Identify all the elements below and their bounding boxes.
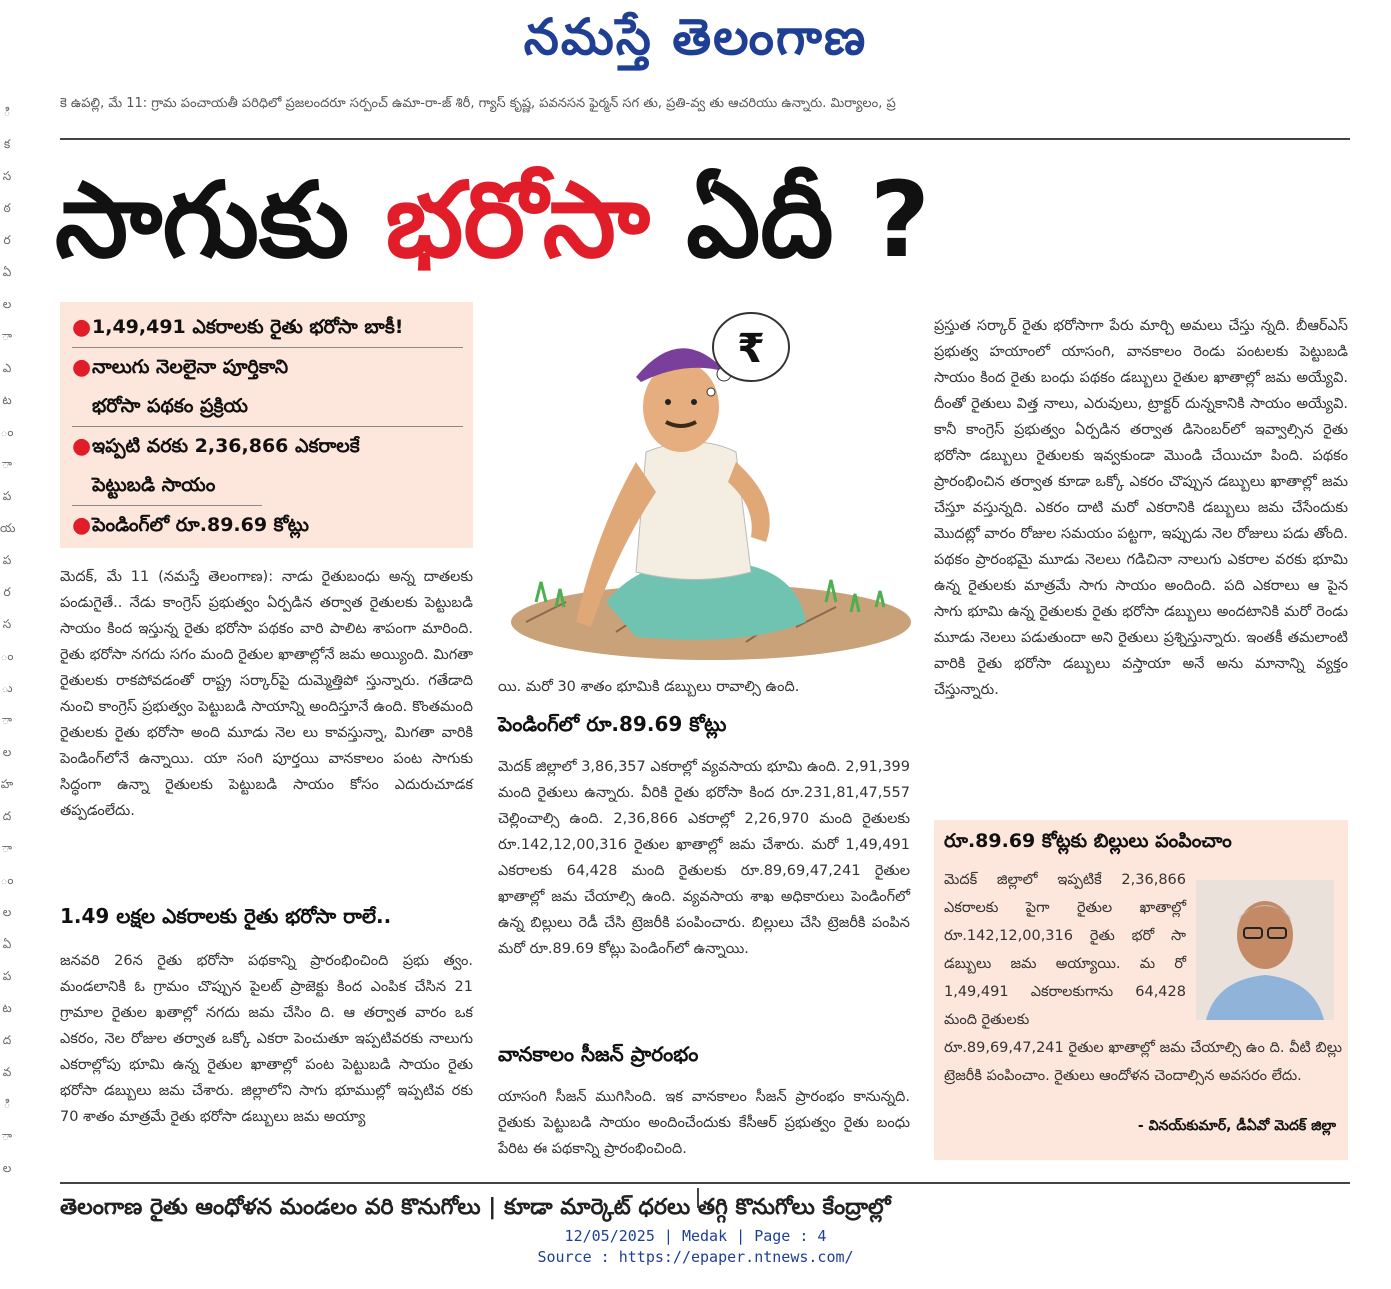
edge-glyph: స (2, 617, 12, 631)
edge-glyph: ా (1, 457, 13, 471)
bullet-icon: ● (72, 315, 92, 340)
official-photo (1196, 880, 1334, 1020)
top-divider (60, 138, 1350, 140)
article-left-para-1: మెదక్, మే 11 (నమస్తే తెలంగాణ): నాడు రైతుబంధు అన్న దాతలకు పండుగైతే.. నేడు కాంగ్రెస్ ప్రభుత్వం ఏర్పడిన తర్వాత రైతులకు పెట్టుబడి సాయం కింద ఇస్తున్న రైతు భరోసా పథకం వారి పాలిట శాపంగా మారింది. రైతు భరోసా నగదు సగం మంది రైతుల ఖాతాల్లోనే జమ అయ్యింది. మిగతా రైతులకు రాకపోవడంతో రాష్ట్ర సర్కార్‌పై దుమ్మెత్తిపో స్తున్నారు. గతేడాది నుంచి కాంగ్రెస్ ప్రభుత్వం పెట్టుబడి సాయాన్ని అందిస్తూనే ఉంది. కొంతమంది రైతులకు రైతు భరోసా అంది మూడు నెల లు కావస్తున్నా, మిగతా వారికి పెండింగ్‌లోనే ఉన్నాయి. యా సంగి పూర్తయి వానకాలం పంట సాగుకు సిద్ధంగా ఉన్నా రైతులకు పెట్టుబడి సాయం కోసం ఎదురుచూడక తప్పడంలేదు. (60, 569, 473, 819)
edge-glyph: ద (2, 809, 12, 823)
edge-glyph: ం (0, 649, 14, 663)
edge-glyph: ఏ (2, 937, 12, 951)
edge-glyph: ి (3, 1097, 11, 1111)
edge-glyph: ప (2, 553, 12, 567)
adjacent-page-edge-text (0, 96, 14, 1206)
edge-glyph: ా (1, 329, 13, 343)
highlight-item-continued: భరోసా పథకం ప్రక్రియ (72, 387, 463, 427)
edge-glyph: ట (2, 393, 12, 407)
subhead-2: పెండింగ్‌లో రూ.89.69 కోట్లు (498, 712, 727, 736)
official-quote-box (934, 820, 1348, 1160)
article-left-para-2: జనవరి 26న రైతు భరోసా పథకాన్ని ప్రారంభించింది ప్రభు త్వం. మండలానికి ఓ గ్రామం చొప్పున పైలట్ ప్రాజెక్టు కింద ఎంపిక చేసిన 21 గ్రామాల రైతుల ఖతాల్లో నగదు జమ చేసిం ది. ఆ తర్వాత వారం ఒక ఎకరం, నెల రోజుల తర్వాత ఒక్కో ఎకరా పెంచుతూ ఇప్పటివరకు నాలుగు ఎకరాల్లోపు భూమి ఉన్న రైతుల ఖాతాల్లో పంట పెట్టుబడి సాయం రైతు భరోసా డబ్బులు జమ చేశారు. జిల్లాలోని సాగు భూముల్లో ఇప్పటివ రకు 70 శాతం మాత్రమే రైతు భరోసా డబ్బులు జమ అయ్యా (60, 953, 473, 1125)
quote-signature: - వినయ్‌కుమార్, డీఏవో మెదక్ జిల్లా (1137, 1118, 1336, 1134)
edge-glyph: ఠ (3, 201, 11, 215)
highlight-item-continued: పెట్టుబడి సాయం (72, 466, 262, 506)
article-mid-para-1: మెదక్ జిల్లాలో 3,86,357 ఎకరాల్లో వ్యవసాయ భూమి ఉంది. 2,91,399 మంది రైతులు ఉన్నారు. వీరికి రైతు భరోసా కింద రూ.231,81,47,557 చెల్లించాల్సి ఉంది. 2,36,866 ఎకరాల్లో 2,26,970 మంది రైతులకు రూ.142,12,00,316 రైతుల ఖాతాల్లో జమ చేశారు. మరో 1,49,491 ఎకరాలకు 64,428 మంది రైతులకు రూ.89,69,47,241 రైతుల ఖాతాల్లో జమ చేయాల్సి ఉంది. వ్యవసాయ శాఖ అధికారులు పెండింగ్‌లో ఉన్న బిల్లులు రెడీ చేసి ట్రెజరీకి పంపించారు. బిల్లులు చేసి ట్రెజరీకి పంపిన మరో రూ.89.69 కోట్లు పెండింగ్‌లో ఉన్నాయి. (498, 759, 910, 957)
footer-source-line[interactable]: Source : https://epaper.ntnews.com/ (537, 1248, 854, 1266)
highlights-box (60, 302, 473, 548)
edge-glyph: స (2, 169, 12, 183)
edge-glyph: హ (0, 777, 14, 791)
farmer-eye (665, 399, 671, 405)
edge-glyph: ట (2, 1001, 12, 1015)
highlight-item: ● పెండింగ్‌లో రూ.89.69 కోట్లు (72, 506, 463, 545)
headline-part-1: సాగుకు (55, 159, 386, 281)
edge-glyph: ం (0, 425, 14, 439)
edge-glyph: ల (2, 745, 12, 759)
highlight-item: ● నాలుగు నెలలైనా పూర్తికాని (72, 348, 463, 387)
subhead-3: వానకాలం సీజన్ ప్రారంభం (498, 1042, 699, 1066)
highlight-item: ● ఇప్పటి వరకు 2,36,866 ఎకరాలకే (72, 427, 463, 466)
edge-glyph: ఎ (2, 361, 12, 375)
portrait-icon (1196, 880, 1334, 1020)
quote-title: రూ.89.69 కోట్లకు బిల్లులు పంపించాం (944, 830, 1232, 852)
edge-glyph: ా (1, 713, 13, 727)
quote-text-2: రూ.89,69,47,241 రైతుల ఖాతాల్లో జమ చేయాల్సి ఉం ది. వీటి బిల్లు ట్రెజరీకి పంపించాం. రైతులు ఆందోళన చెందాల్సిన అవసరం లేదు. (944, 1040, 1342, 1084)
rupee-icon: ₹ (737, 326, 765, 372)
quote-text-1: మెదక్ జిల్లాలో ఇప్పటికే 2,36,866 ఎకరాలకు పైగా రైతుల ఖాతాల్లో రూ.142,12,00,316 రైతు భరో సా డబ్బులు జమ అయ్యాయి. మ రో 1,49,491 ఎకరాలకుగాను 64,428 మంది రైతులకు (944, 872, 1186, 1028)
masthead-logo: నమస్తే తెలంగాణ (523, 8, 868, 66)
edge-glyph: ల (2, 905, 12, 919)
edge-glyph: ద (2, 1033, 12, 1047)
edge-glyph: ి (3, 105, 11, 119)
edge-glyph: ర (3, 585, 11, 599)
previous-article-cut-text: కె ఉపల్లి, మే 11: గ్రామ పంచాయతీ పరిధిలో ప్రజలందరూ సర్పంచ్ ఉమా-రా-జ్ శిరీ, గ్యాస్ కృష్ణ, పవనసన ఫైర్మన్ సగ తు, ప్రతి-వ్వ తు ఆచరియు ఉన్నారు. మిర్యాలం, ప్ర (60, 96, 896, 111)
bottom-divider (60, 1182, 1350, 1184)
edge-glyph: ా (1, 1129, 13, 1143)
edge-glyph: ప (2, 969, 12, 983)
next-article-cut-text: తెలంగాణ రైతు ఆంధోళన మండలం వరి కొనుగోలు | కూడా మార్కెట్ ధరలు తగ్గి కొనుగోలు కేంద్రాల్లో (60, 1195, 891, 1220)
farmer-vest (636, 442, 751, 580)
headline-part-3: ఏదీ ? (650, 159, 931, 281)
thought-bubble-small (707, 388, 715, 396)
edge-glyph: వ (2, 1065, 12, 1079)
edge-glyph: ం (0, 873, 14, 887)
farmer-illustration (496, 302, 910, 668)
headline (55, 150, 1355, 290)
edge-glyph: క (3, 137, 11, 151)
footer-date-line: 12/05/2025 | Medak | Page : 4 (564, 1227, 827, 1245)
bullet-icon: ● (72, 434, 92, 459)
edge-glyph: ప (2, 489, 12, 503)
edge-glyph: ు (1, 681, 13, 695)
bullet-icon: ● (72, 355, 92, 380)
page-footer (0, 1226, 1391, 1268)
farmer-eye (691, 399, 697, 405)
highlight-item: ● 1,49,491 ఎకరాలకు రైతు భరోసా బాకీ! (72, 308, 463, 348)
bullet-icon: ● (72, 513, 92, 538)
article-right-para: ప్రస్తుత సర్కార్ రైతు భరోసాగా పేరు మార్చి అమలు చేస్తు న్నది. బీఆర్ఎస్ ప్రభుత్వ హయాంలో యాసంగి, వానకాలం రెండు పంటలకు పెట్టుబడి సాయం కింద రైతు బంధు పథకం డబ్బులు రైతుల ఖాతాల్లో జమ అయ్యేవి. దీంతో రైతులు విత్త నాలు, ఎరువులు, ట్రాక్టర్ దున్నకానికి సాయం అయ్యేవి. కానీ కాంగ్రెస్ ప్రభుత్వం ఏర్పడిన తర్వాత డిసెంబర్‌లో ఇవ్వాల్సిన రైతు భరోసా డబ్బులు రైతులకు ఇవ్వకుండా మొండి చేయిచూ పింది. పథకం ప్రారంభించిన తర్వాత కూడా ఒక్కో ఎకరం చొప్పున డబ్బులు ఖాతాల్లో జమ చేస్తూ వస్తున్నది. ఎకరం దాటి మరో ఎకరానికి డబ్బులు జమ చేసేందుకు మొదట్లో వారం రోజుల సమయం పట్టగా, ఇప్పుడు నెల రోజులు పడు తోంది. పథకం ప్రారంభమై మూడు నెలలు గడిచినా నాలుగు ఎకరాల వరకు భూమి ఉన్న రైతులకు మాత్రమే సాగు సాయం అందింది. పది ఎకరాలు ఆ పైన సాగు భూమి ఉన్న రైతులకు రైతు భరోసా డబ్బులు అందటానికి మరో రెండు మూడు నెలలు పడుతుందా అని రైతులు ప్రశ్నిస్తున్నారు. ఇంతకీ తమలాంటి వారికి రైతు భరోసా డబ్బులు వస్తాయా అనే అను మానాన్ని వ్యక్తం చేస్తున్నారు. (934, 318, 1348, 698)
edge-glyph: ల (2, 1161, 12, 1175)
edge-glyph: ఏ (2, 265, 12, 279)
edge-glyph: ర (3, 233, 11, 247)
article-mid-para-2: యాసంగి సీజన్ ముగిసింది. ఇక వానకాలం సీజన్ ప్రారంభం కానున్నది. రైతుకు పెట్టుబడి సాయం అందించేందుకు కేసీఆర్ ప్రభుత్వం రైతు బంధు పేరిట ఈ పథకాన్ని ప్రారంభించింది. (498, 1089, 910, 1157)
subhead-1: 1.49 లక్షల ఎకరాలకు రైతు భరోసా రాలే.. (60, 904, 392, 928)
edge-glyph: ా (1, 841, 13, 855)
edge-glyph: య (0, 521, 16, 535)
article-mid-continuation: యి. మరో 30 శాతం భూమికి డబ్బులు రావాల్సి ఉంది. (498, 679, 800, 695)
edge-glyph: ల (2, 297, 12, 311)
headline-part-2-red: భరోసా (385, 159, 651, 281)
